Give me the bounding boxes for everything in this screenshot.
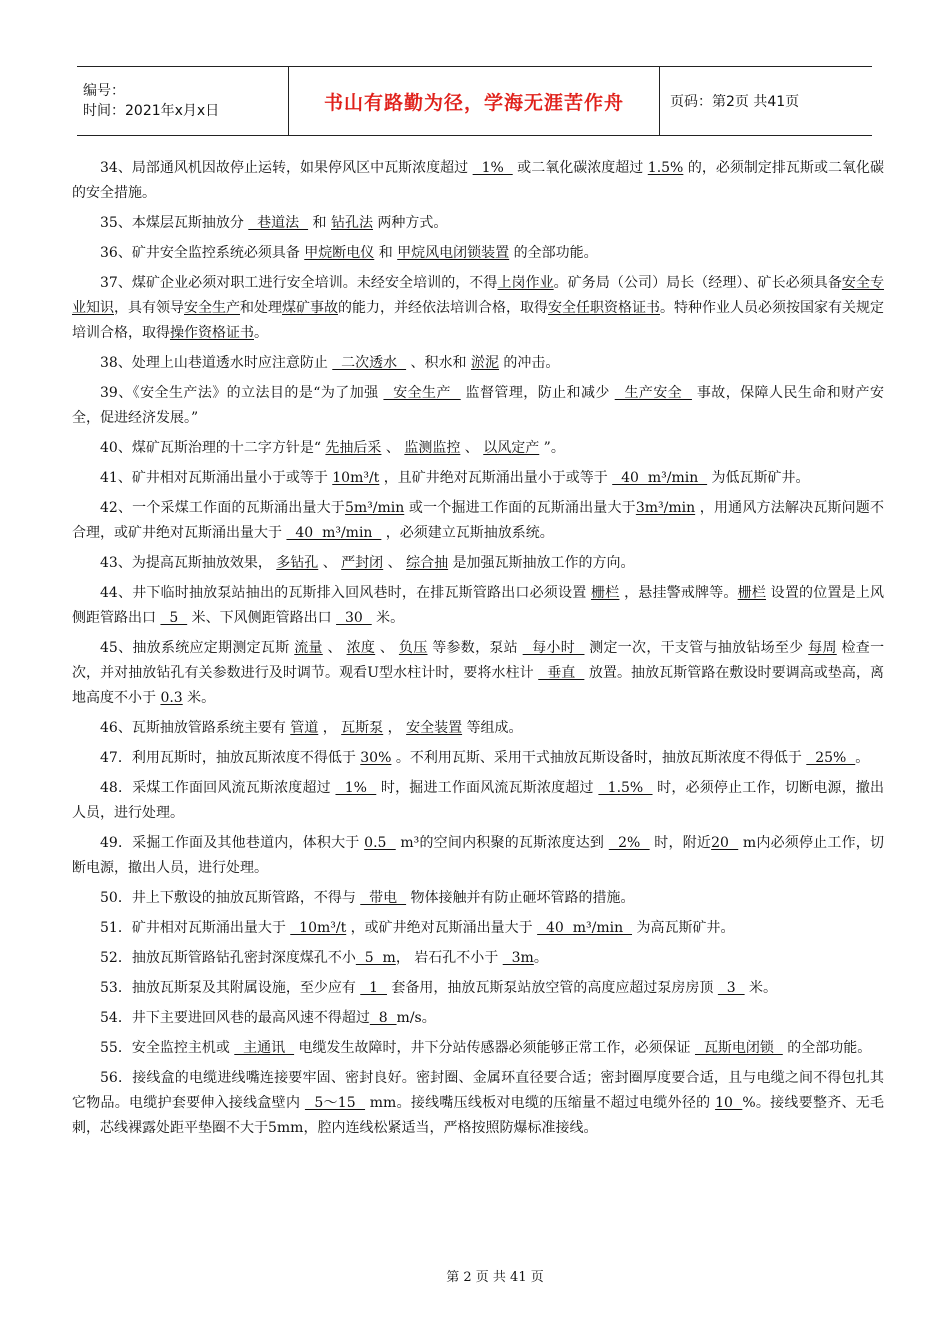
answer-blank: 煤矿事故 xyxy=(282,300,338,316)
question-item: 54．井下主要进回风巷的最高风速不得超过 8 m/s。 xyxy=(100,1010,436,1026)
answer-blank: 以风定产 xyxy=(483,440,540,456)
question-item: 35、本煤层瓦斯抽放分 巷道法 和 钻孔法 两种方式。 xyxy=(100,215,448,231)
answer-blank: 10m³/t xyxy=(290,920,347,936)
answer-blank: 0.5 xyxy=(364,835,396,851)
question-item: 38、处理上山巷道透水时应注意防止 二次透水 、积水和 淤泥 的冲击。 xyxy=(100,355,560,371)
answer-blank: 瓦斯泵 xyxy=(341,720,384,736)
answer-blank: 安全生产 xyxy=(383,385,461,401)
answer-blank: 综合抽 xyxy=(406,555,449,571)
question-item: 34、局部通风机因故停止运转，如果停风区中瓦斯浓度超过 1% 或二氧化碳浓度超过 1.5% 的，必须制定排瓦斯或二氧化碳的安全措施。 xyxy=(72,160,885,201)
answer-blank: 10m³/t xyxy=(332,470,380,486)
answer-blank: 30 xyxy=(336,610,372,626)
question-list xyxy=(72,156,884,1146)
answer-blank: 5 xyxy=(160,610,188,626)
header-page-info xyxy=(660,67,872,135)
answer-blank: 淤泥 xyxy=(470,355,499,371)
answer-blank: 甲烷风电闭锁装置 xyxy=(397,245,510,261)
question-item: 46、瓦斯抽放管路系统主要有 管道 ， 瓦斯泵 ， 安全装置 等组成。 xyxy=(100,720,523,736)
answer-blank: 负压 xyxy=(398,640,428,656)
answer-blank: 每周 xyxy=(808,640,837,656)
answer-blank: 25% xyxy=(806,750,856,766)
time-label: 时间：2021年x月x日 xyxy=(83,103,220,119)
question-item: 42、一个采煤工作面的瓦斯涌出量大于5m³/min 或一个掘进工作面的瓦斯涌出量大于3m³/min ，用通风方法解决瓦斯问题不合理，或矿井绝对瓦斯涌出量大于 40 m³/min ，必须建立瓦斯抽放系统。 xyxy=(72,500,884,541)
answer-blank: 1.5% xyxy=(598,780,653,796)
answer-blank: 监测监控 xyxy=(404,440,461,456)
answer-blank: 5m³/min xyxy=(344,500,405,516)
question-item: 41、矿井相对瓦斯涌出量小于或等于 10m³/t ，且矿井绝对瓦斯涌出量小于或等于 40 m³/min 为低瓦斯矿井。 xyxy=(100,470,810,486)
answer-blank: 40 m³/min xyxy=(612,470,708,486)
question-item: 53．抽放瓦斯泵及其附属设施，至少应有 1 套备用，抽放瓦斯泵站放空管的高度应超过泵房房顶 3 米。 xyxy=(100,980,778,996)
answer-blank: 1% xyxy=(335,780,377,796)
answer-blank: 管道 xyxy=(290,720,319,736)
answer-blank: 安全生产 xyxy=(184,300,240,316)
answer-blank: 垂直 xyxy=(538,665,585,681)
answer-blank: 1 xyxy=(360,980,387,996)
answer-blank: 栅栏 xyxy=(591,585,620,601)
question-item: 56．接线盒的电缆进线嘴连接要牢固、密封良好。密封圈、金属环直径要合适；密封圈厚度要合适，且与电缆之间不得包扎其它物品。电缆护套要伸入接线盒壁内 5～15 mm。接线嘴压线板对电缆的压缩量不超过电缆外径的 10 %。接线要整齐、无毛刺，芯线裸露处距平垫圈不大于5mm，腔内连线松紧适当，严格按照防爆标准接线。 xyxy=(72,1070,885,1136)
number-label: 编号： xyxy=(83,83,125,99)
question-item: 48．采煤工作面回风流瓦斯浓度超过 1% 时，掘进工作面风流瓦斯浓度超过 1.5% 时，必须停止工作，切断电源，撤出人员，进行处理。 xyxy=(72,780,885,821)
answer-blank: 3 xyxy=(717,980,745,996)
question-item: 45、抽放系统应定期测定瓦斯 流量 、 浓度 、 负压 等参数，泵站 每小时 测定一次，干支管与抽放钻场至少 每周 检查一次，并对抽放钻孔有关参数进行及时调节。观看U型水柱计时，要将水柱计 垂直 放置。抽放瓦斯管路在敷设时要调高或垫高，离地高度不小于 0.3 米。 xyxy=(72,640,885,706)
page-footer: 第 2 页 共 41 页 xyxy=(446,1270,544,1285)
answer-blank: 8 xyxy=(369,1010,397,1026)
answer-blank: 多钻孔 xyxy=(276,555,319,571)
answer-blank: 带电 xyxy=(360,890,407,906)
answer-blank: 生产安全 xyxy=(614,385,692,401)
answer-blank: 40 m³/min xyxy=(537,920,633,936)
question-item: 51．矿井相对瓦斯涌出量大于 10m³/t ，或矿井绝对瓦斯涌出量大于 40 m³/min 为高瓦斯矿井。 xyxy=(100,920,735,936)
question-item: 39、《安全生产法》的立法目的是“为了加强 安全生产 监督管理，防止和减少 生产安全 事故，保障人民生命和财产安全，促进经济发展。” xyxy=(72,385,884,426)
question-item: 37、煤矿企业必须对职工进行安全培训。未经安全培训的，不得上岗作业。矿务局（公司）局长（经理）、矿长必须具备安全专业知识，具有领导安全生产和处理煤矿事故的能力，并经依法培训合格，取得安全任职资格证书。特种作业人员必须按国家有关规定培训合格，取得操作资格证书。 xyxy=(72,275,885,341)
answer-blank: 先抽后采 xyxy=(325,440,382,456)
answer-blank: 40 m³/min xyxy=(286,525,382,541)
answer-blank: 主通讯 xyxy=(234,1040,295,1056)
motto: 书山有路勤为径，学海无涯苦作舟 xyxy=(323,91,624,114)
answer-blank: 流量 xyxy=(294,640,323,656)
answer-blank: 安全任职资格证书 xyxy=(548,300,660,316)
answer-blank: 上岗作业 xyxy=(497,275,554,291)
answer-blank: 甲烷断电仪 xyxy=(304,245,375,261)
answer-blank: 浓度 xyxy=(346,640,376,656)
question-item: 52．抽放瓦斯管路钻孔密封深度煤孔不小 5 m， 岩石孔不小于 3m。 xyxy=(100,950,548,966)
answer-blank: 操作资格证书 xyxy=(170,325,254,341)
answer-blank: 30% xyxy=(360,750,392,766)
question-item: 43、为提高瓦斯抽放效果， 多钻孔 、 严封闭 、 综合抽 是加强瓦斯抽放工作的方向。 xyxy=(100,555,635,571)
question-item: 49．采掘工作面及其他巷道内，体积大于 0.5 m³的空间内积聚的瓦斯浓度达到 2% 时，附近20 m内必须停止工作，切断电源，撤出人员，进行处理。 xyxy=(72,835,885,876)
answer-blank: 钻孔法 xyxy=(330,215,373,231)
answer-blank: 3m³/min xyxy=(635,500,696,516)
answer-blank: 严封闭 xyxy=(341,555,384,571)
answer-blank: 每小时 xyxy=(522,640,585,656)
question-item: 36、矿井安全监控系统必须具备 甲烷断电仪 和 甲烷风电闭锁装置 的全部功能。 xyxy=(100,245,598,261)
page-header xyxy=(77,66,872,136)
answer-blank: 10 xyxy=(715,1095,743,1111)
answer-blank: 安全专业知识 xyxy=(72,275,885,316)
question-item: 50．井上下敷设的抽放瓦斯管路，不得与 带电 物体接触并有防止砸坏管路的措施。 xyxy=(100,890,635,906)
page-info: 页码：第2页 共41页 xyxy=(670,94,800,110)
answer-blank: 0.3 xyxy=(160,690,183,706)
answer-blank: 二次透水 xyxy=(332,355,407,371)
answer-blank: 巷道法 xyxy=(248,215,309,231)
question-item: 47．利用瓦斯时，抽放瓦斯浓度不得低于 30% 。不利用瓦斯、采用干式抽放瓦斯设备时，抽放瓦斯浓度不得低于 25% 。 xyxy=(100,750,870,766)
answer-blank: 2% xyxy=(608,835,650,851)
question-item: 55．安全监控主机或 主通讯 电缆发生故障时，井下分站传感器必须能够正常工作，必须保证 瓦斯电闭锁 的全部功能。 xyxy=(100,1040,872,1056)
answer-blank: 1% xyxy=(472,160,513,176)
answer-blank: 瓦斯电闭锁 xyxy=(694,1040,783,1056)
answer-blank: 3m xyxy=(502,950,534,966)
header-meta xyxy=(77,67,289,135)
question-item: 40、煤矿瓦斯治理的十二字方针是“ 先抽后采 、 监测监控 、 以风定产 ”。 xyxy=(100,440,565,456)
answer-blank: 1.5% xyxy=(647,160,684,176)
header-motto-cell xyxy=(289,67,660,135)
question-item: 44、井下临时抽放泵站抽出的瓦斯排入回风巷时，在排瓦斯管路出口必须设置 栅栏 ，悬挂警戒牌等。栅栏 设置的位置是上风侧距管路出口 5 米、下风侧距管路出口 30 米。 xyxy=(72,585,885,626)
answer-blank: 5～15 xyxy=(304,1095,366,1111)
answer-blank: 栅栏 xyxy=(737,585,767,601)
answer-blank: 安全装置 xyxy=(406,720,463,736)
answer-blank: 5 m xyxy=(355,950,396,966)
answer-blank: 20 xyxy=(711,835,739,851)
